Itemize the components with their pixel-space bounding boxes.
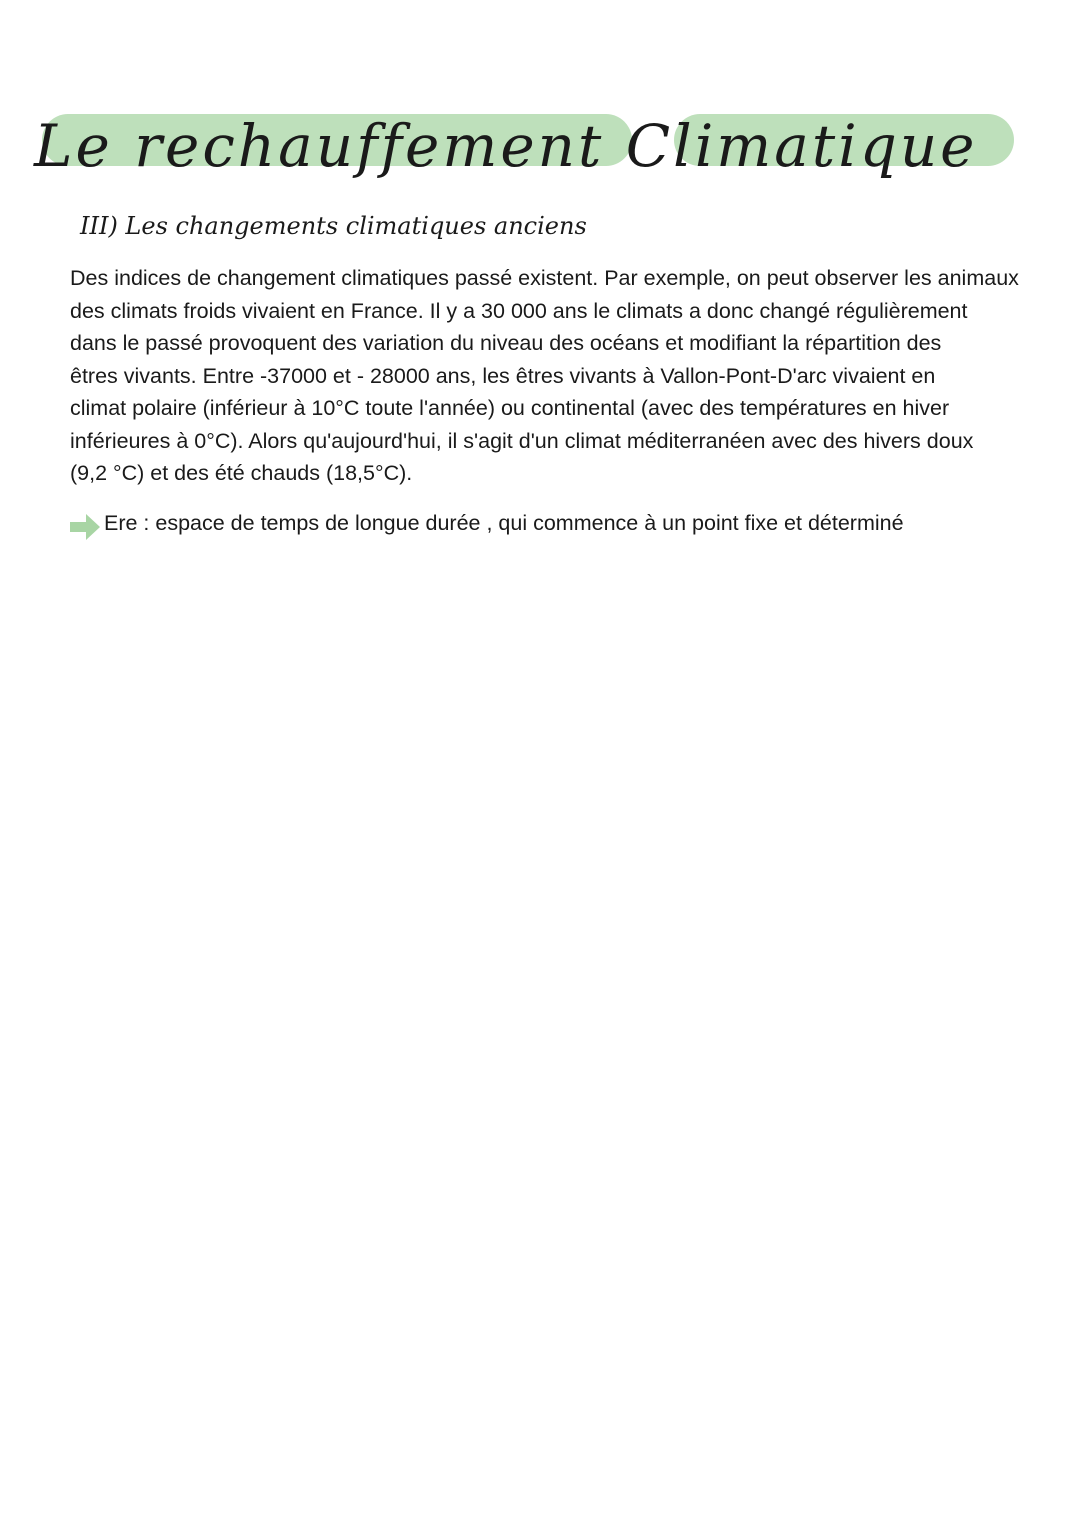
arrow-right-icon <box>68 510 102 544</box>
paragraph-line: climat polaire (inférieur à 10°C toute l'année) ou continental (avec des températures en hiver <box>70 396 950 420</box>
paragraph-line: (9,2 °C) et des été chauds (18,5°C). <box>70 461 413 485</box>
paragraph-line: des climats froids vivaient en France. Il y a 30 000 ans le climats a donc changé régulièrement <box>70 298 968 323</box>
paragraph-line: inférieures à 0°C). Alors qu'aujourd'hui, il s'agit d'un climat méditerranéen avec des hivers doux <box>70 428 974 453</box>
body-paragraph <box>70 262 1035 490</box>
definition-text: Ere : espace de temps de longue durée , qui commence à un point fixe et déterminé <box>104 511 904 535</box>
section-heading: III) Les changements climatiques anciens <box>80 212 587 240</box>
title-text: Le rechauffement Climatique <box>34 112 978 180</box>
definition-line <box>68 506 1028 550</box>
paragraph-line: Des indices de changement climatiques passé existent. Par exemple, on peut observer les animaux <box>70 266 1019 290</box>
paragraph-line: dans le passé provoquent des variation du niveau des océans et modifiant la répartition des <box>70 331 942 355</box>
paragraph-line: êtres vivants. Entre -37000 et - 28000 ans, les êtres vivants à Vallon-Pont-D'arc vivaient en <box>70 363 936 388</box>
page-title <box>34 104 1044 196</box>
